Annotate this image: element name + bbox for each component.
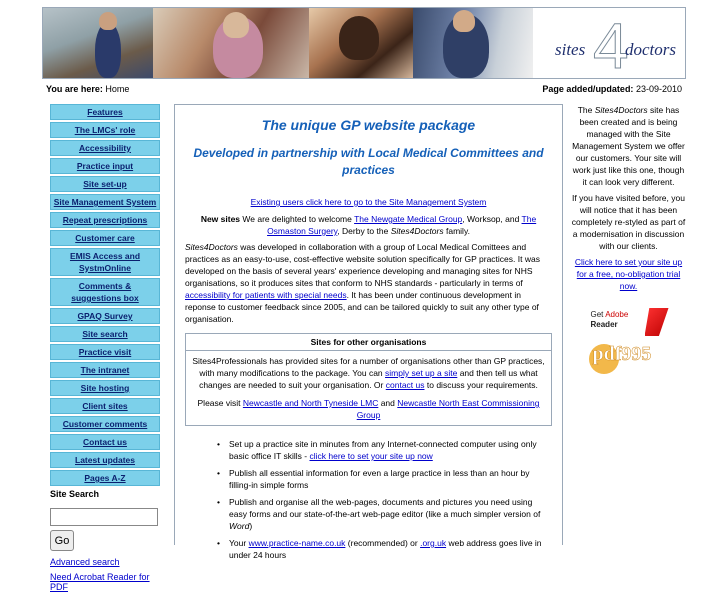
right-sidebar bbox=[571, 104, 686, 374]
restyle-paragraph: If you have visited before, you will notice that it has been completely re-styled as part of a modernisation in discussion with our clients. bbox=[571, 193, 686, 251]
nav-client-sites[interactable]: Client sites bbox=[50, 398, 160, 414]
nav-emis-access[interactable]: EMIS Access and SystmOnline bbox=[50, 248, 160, 276]
adobe-get: Get bbox=[590, 310, 604, 319]
list-item bbox=[229, 467, 552, 491]
osmaston-link[interactable]: The Osmaston Surgery bbox=[267, 214, 537, 236]
header-banner bbox=[42, 7, 686, 82]
nav-gpaq-survey[interactable]: GPAQ Survey bbox=[50, 308, 160, 324]
bullet-text: Publish and organise all the web-pages, documents and pictures you need using easy forms and our state-of-the-art web-page editor (like a much simpler version of bbox=[229, 497, 541, 519]
bullet-text: (recommended) or bbox=[347, 538, 418, 548]
advanced-search-link[interactable]: Advanced search bbox=[50, 557, 120, 567]
new-sites-paragraph bbox=[185, 213, 552, 237]
breadcrumb bbox=[46, 84, 129, 94]
nav-site-setup[interactable]: Site set-up bbox=[50, 176, 160, 192]
breadcrumb-prefix: You are here: bbox=[46, 84, 103, 94]
free-trial-link[interactable]: Click here to set your site up for a free, no-obligation trial now. bbox=[574, 257, 683, 291]
word-italic: Word bbox=[229, 521, 250, 531]
nav-practice-visit[interactable]: Practice visit bbox=[50, 344, 160, 360]
header-photo-patient bbox=[153, 8, 309, 78]
nav-comments-suggestions[interactable]: Comments & suggestions box bbox=[50, 278, 160, 306]
new-sites-label: New sites bbox=[200, 214, 241, 224]
nav-customer-comments[interactable]: Customer comments bbox=[50, 416, 160, 432]
list-item bbox=[229, 537, 552, 561]
sites4doctors-logo[interactable] bbox=[555, 10, 681, 82]
bullet-text: ) bbox=[249, 521, 253, 531]
page-subtitle: Developed in partnership with Local Medical Committees and practices bbox=[193, 146, 544, 177]
nav-practice-input[interactable]: Practice input bbox=[50, 158, 160, 174]
left-navigation bbox=[50, 104, 160, 592]
accessibility-link[interactable]: accessibility for patients with special needs bbox=[185, 290, 347, 300]
logo-sites: sites bbox=[555, 40, 586, 59]
other-organisations-box bbox=[185, 333, 552, 426]
others-text: to discuss your requirements. bbox=[426, 380, 538, 390]
new-sites-text: , Derby to the bbox=[337, 226, 389, 236]
setup-site-link[interactable]: simply set up a site bbox=[385, 368, 458, 378]
search-input[interactable] bbox=[50, 508, 158, 526]
brand-name: Sites4Doctors bbox=[594, 105, 648, 115]
other-organisations-visit bbox=[190, 397, 547, 421]
nav-features[interactable]: Features bbox=[50, 104, 160, 120]
bullet-text: Your bbox=[229, 538, 247, 548]
about-text: site has been created and is being managed with the Site Management System we offer our customers. Your site will work just like this one, though it can look very different. bbox=[572, 105, 685, 187]
adobe-reader: Reader bbox=[590, 320, 618, 329]
header-photo-receptionist bbox=[43, 8, 153, 78]
others-text: Please visit bbox=[197, 398, 241, 408]
breadcrumb-current: Home bbox=[105, 84, 130, 94]
nav-latest-updates[interactable]: Latest updates bbox=[50, 452, 160, 468]
new-sites-text: We are delighted to welcome bbox=[242, 214, 352, 224]
nav-accessibility[interactable]: Accessibility bbox=[50, 140, 160, 156]
page-updated-label: Page added/updated: bbox=[542, 84, 634, 94]
list-item bbox=[229, 496, 552, 532]
domain-couk-link[interactable]: www.practice-name.co.uk bbox=[248, 538, 346, 548]
others-text: and then tell us what changes are needed to suit your organisation. Or bbox=[199, 368, 538, 390]
domain-orguk-link[interactable]: .org.uk bbox=[420, 538, 447, 548]
newcastle-ccg-link[interactable]: Newcastle North East Commissioning Group bbox=[356, 398, 540, 420]
nav-intranet[interactable]: The intranet bbox=[50, 362, 160, 378]
newcastle-lmc-link[interactable]: Newcastle and North Tyneside LMC bbox=[242, 398, 379, 408]
intro-text: . It has been under continuous development in reponse to customer feedback since 2005, and can be tailored quickly to suit any other type of organisation. bbox=[185, 290, 539, 324]
adobe-badge-text bbox=[591, 310, 629, 330]
nav-contact-us[interactable]: Contact us bbox=[50, 434, 160, 450]
header-photo-doctor bbox=[309, 8, 413, 78]
nav-site-search[interactable]: Site search bbox=[50, 326, 160, 342]
logo-doctors: doctors bbox=[625, 40, 676, 59]
nav-repeat-prescriptions[interactable]: Repeat prescriptions bbox=[50, 212, 160, 228]
brand-name: Sites4Doctors bbox=[185, 242, 238, 252]
main-content bbox=[174, 104, 563, 560]
nav-customer-care[interactable]: Customer care bbox=[50, 230, 160, 246]
about-paragraph bbox=[571, 104, 686, 188]
features-list bbox=[185, 438, 552, 561]
nav-pages-a-z[interactable]: Pages A-Z bbox=[50, 470, 160, 486]
others-text: Sites4Professionals has provided sites for a number of organisations other than GP practices, with many modifications to the package. You can bbox=[192, 356, 545, 378]
site-search-label: Site Search bbox=[50, 489, 100, 499]
bullet-text: web address goes live in under 24 hours bbox=[229, 538, 542, 560]
page-updated-date: 23-09-2010 bbox=[635, 84, 682, 94]
other-organisations-text bbox=[190, 355, 547, 391]
new-sites-text: , Worksop, and bbox=[462, 214, 520, 224]
list-item bbox=[229, 438, 552, 462]
get-adobe-reader-badge[interactable] bbox=[589, 308, 669, 336]
brand-name: Sites4Doctors bbox=[390, 226, 444, 236]
others-text: and bbox=[380, 398, 395, 408]
pdf995-badge[interactable] bbox=[589, 344, 669, 374]
logo-four: 4 bbox=[593, 10, 629, 82]
adobe-brand: Adobe bbox=[605, 310, 629, 319]
intro-paragraph bbox=[185, 241, 552, 325]
page-title: The unique GP website package bbox=[261, 117, 476, 133]
about-text: The bbox=[577, 105, 593, 115]
nav-lmcs-role[interactable]: The LMCs' role bbox=[50, 122, 160, 138]
acrobat-reader-link[interactable]: Need Acrobat Reader for PDF bbox=[50, 572, 150, 592]
header-photo-nurse bbox=[413, 8, 533, 78]
intro-text: was developed in collaboration with a group of Local Medical Comittees and practices as an easy-to-use, cost-effective website solution specifically for GP practices. It was developed on the basis of several years' experience developing and managing sites for NHS organisations, so it produces sites that conform to NHS standards - particularly in terms of bbox=[185, 242, 540, 288]
contact-us-link[interactable]: contact us bbox=[385, 380, 425, 390]
page-updated-info bbox=[542, 84, 682, 94]
go-button[interactable]: Go bbox=[50, 530, 74, 551]
bullet-text: Set up a practice site in minutes from any Internet-connected computer using only basic office IT skills - bbox=[229, 439, 537, 461]
existing-users-link[interactable]: Existing users click here to go to the Site Management System bbox=[250, 197, 487, 207]
nav-site-management-system[interactable]: Site Management System bbox=[50, 194, 160, 210]
nav-site-hosting[interactable]: Site hosting bbox=[50, 380, 160, 396]
new-sites-text: family. bbox=[446, 226, 470, 236]
other-organisations-heading: Sites for other organisations bbox=[186, 336, 551, 351]
bullet-text: Publish all essential information for even a large practice in less than an hour by filling-in simple forms bbox=[229, 468, 530, 490]
newgate-link[interactable]: The Newgate Medical Group bbox=[354, 214, 463, 224]
setup-now-link[interactable]: click here to set your site up now bbox=[309, 451, 433, 461]
adobe-reader-icon bbox=[645, 308, 669, 336]
pdf995-text: pdf995 bbox=[592, 343, 652, 365]
